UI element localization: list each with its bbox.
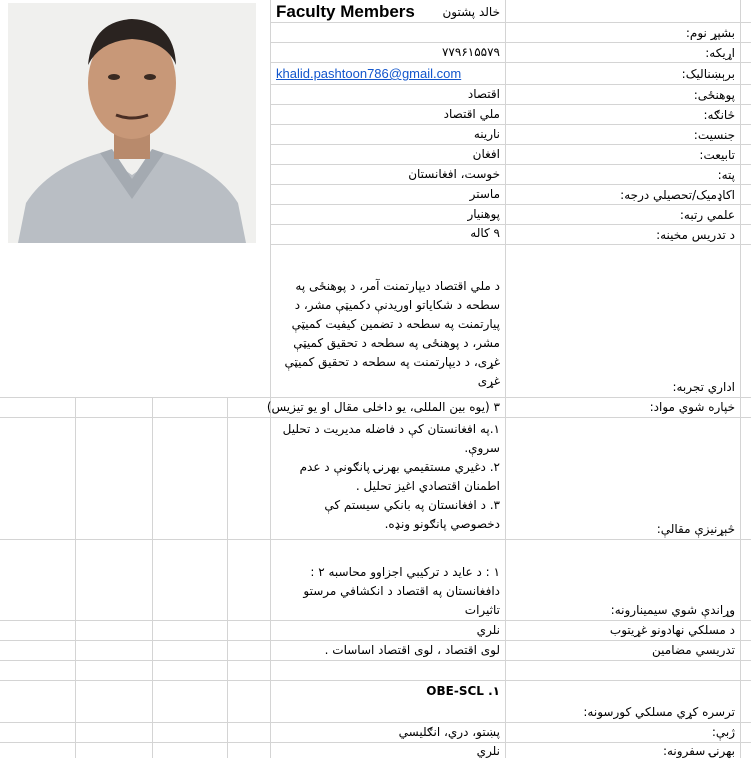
row-line [270,164,751,165]
value-degree: ماستر [469,187,500,201]
label-admin-experience: اداري تجربه: [672,380,735,394]
email-link[interactable]: khalid.pashtoon786@gmail.com [276,66,462,81]
value-full-name: خالد پشتون [442,5,500,19]
label-degree: اکاډمیک/تحصیلي درجه: [620,188,735,202]
value-teaching-history: ۹ کاله [470,226,500,240]
row-line [270,144,751,145]
column-line [227,398,228,758]
label-publications: خپاره شوي مواد: [649,400,735,414]
row-line [270,244,751,245]
label-languages: ژبې: [711,725,735,739]
value-foreign-travel: نلري [476,744,500,758]
value-languages: پښتو، دري، انګلیسي [398,725,500,739]
label-courses: ترسره کړي مسلکي کورسونه: [583,705,735,719]
label-subjects: تدریسي مضامین [652,643,735,657]
column-line [505,0,506,758]
row-line [270,204,751,205]
row-line [270,62,751,63]
row-line [0,417,751,418]
value-nationality: افغان [472,147,500,161]
label-gender: جنسیت: [693,128,735,142]
label-research-articles: څېړنیزې مقالې: [656,522,735,536]
value-subjects: لوی اقتصاد ، لوی اقتصاد اساسات . [324,643,500,657]
value-publications: ۳ (یوه بین المللی، یو داخلی مقال او یو تیزیس) [266,400,500,414]
value-gender: نارینه [473,127,500,141]
label-memberships: د مسلکي نهادونو غړیتوب [609,623,735,637]
row-line [270,22,751,23]
value-department: ملي اقتصاد [443,107,500,121]
value-courses: ۱. OBE-SCL [426,684,500,698]
label-seminars: وړاندې شوي سیمینارونه: [610,603,735,617]
column-line [75,398,76,758]
row-line [0,722,751,723]
person-portrait-icon [8,3,256,243]
row-line [0,397,751,398]
row-line [0,742,751,743]
row-line [270,84,751,85]
label-contact: اړیکه: [705,46,735,60]
column-line [152,398,153,758]
row-line [0,660,751,661]
row-line [270,104,751,105]
row-line [0,640,751,641]
value-admin-experience: د ملي اقتصاد دیپارتمنت آمر، د پوهنځی په سطحه د شکایاتو اوریدنې دکمیټې مشر، د پیارتمنت په سطحه د تضمین کیفیت کمیټې مشر، د پوهنځی په سطحه د تحقیق کمیټې غړی، د دیپارتمنت په سطحه د تحقیق کمیټې غړی [284,279,500,388]
label-rank: علمي رتبه: [679,208,735,222]
value-memberships: نلري [476,623,500,637]
row-line [270,184,751,185]
label-department: څانګه: [703,108,735,122]
label-full-name: بشپړ نوم: [685,26,735,40]
label-faculty: پوهنځی: [693,88,735,102]
value-faculty: اقتصاد [467,87,500,101]
label-nationality: تابیعت: [699,148,735,162]
row-line [0,539,751,540]
label-email: برېښنالیک: [681,67,735,81]
label-address: پته: [717,168,735,182]
column-line [270,0,271,758]
profile-photo [8,3,256,243]
value-contact: ۷۷۹۶۱۵۵۷۹ [441,45,500,59]
value-rank: پوهنیار [467,207,500,221]
row-line [270,124,751,125]
row-line [0,620,751,621]
row-line [0,680,751,681]
row-line [270,42,751,43]
label-foreign-travel: بهرنۍ سفرونه: [662,744,735,758]
page-title: Faculty Members [276,2,415,21]
label-teaching-history: د تدریس مخینه: [656,228,735,242]
value-seminars: ۱ : د عاید د ترکیبي اجزاوو محاسبه ۲ : دافغانستان په اقتصاد د انکشافي مرستو تاثیرات [303,565,500,617]
row-line [270,224,751,225]
value-research-articles: ۱.په افغانستان کې د فاضله مدیریت د تحلیل سروې. ۲. دغیري مستقیمي بهرنۍ پانګونې د عدم اطمنان اقتصادي اغیز تحلیل . ۳. د افغانستان په بانکي سیستم کې دخصوصي پانګونو ونډه. [282,422,500,531]
value-address: خوست، افغانستان [408,167,500,181]
